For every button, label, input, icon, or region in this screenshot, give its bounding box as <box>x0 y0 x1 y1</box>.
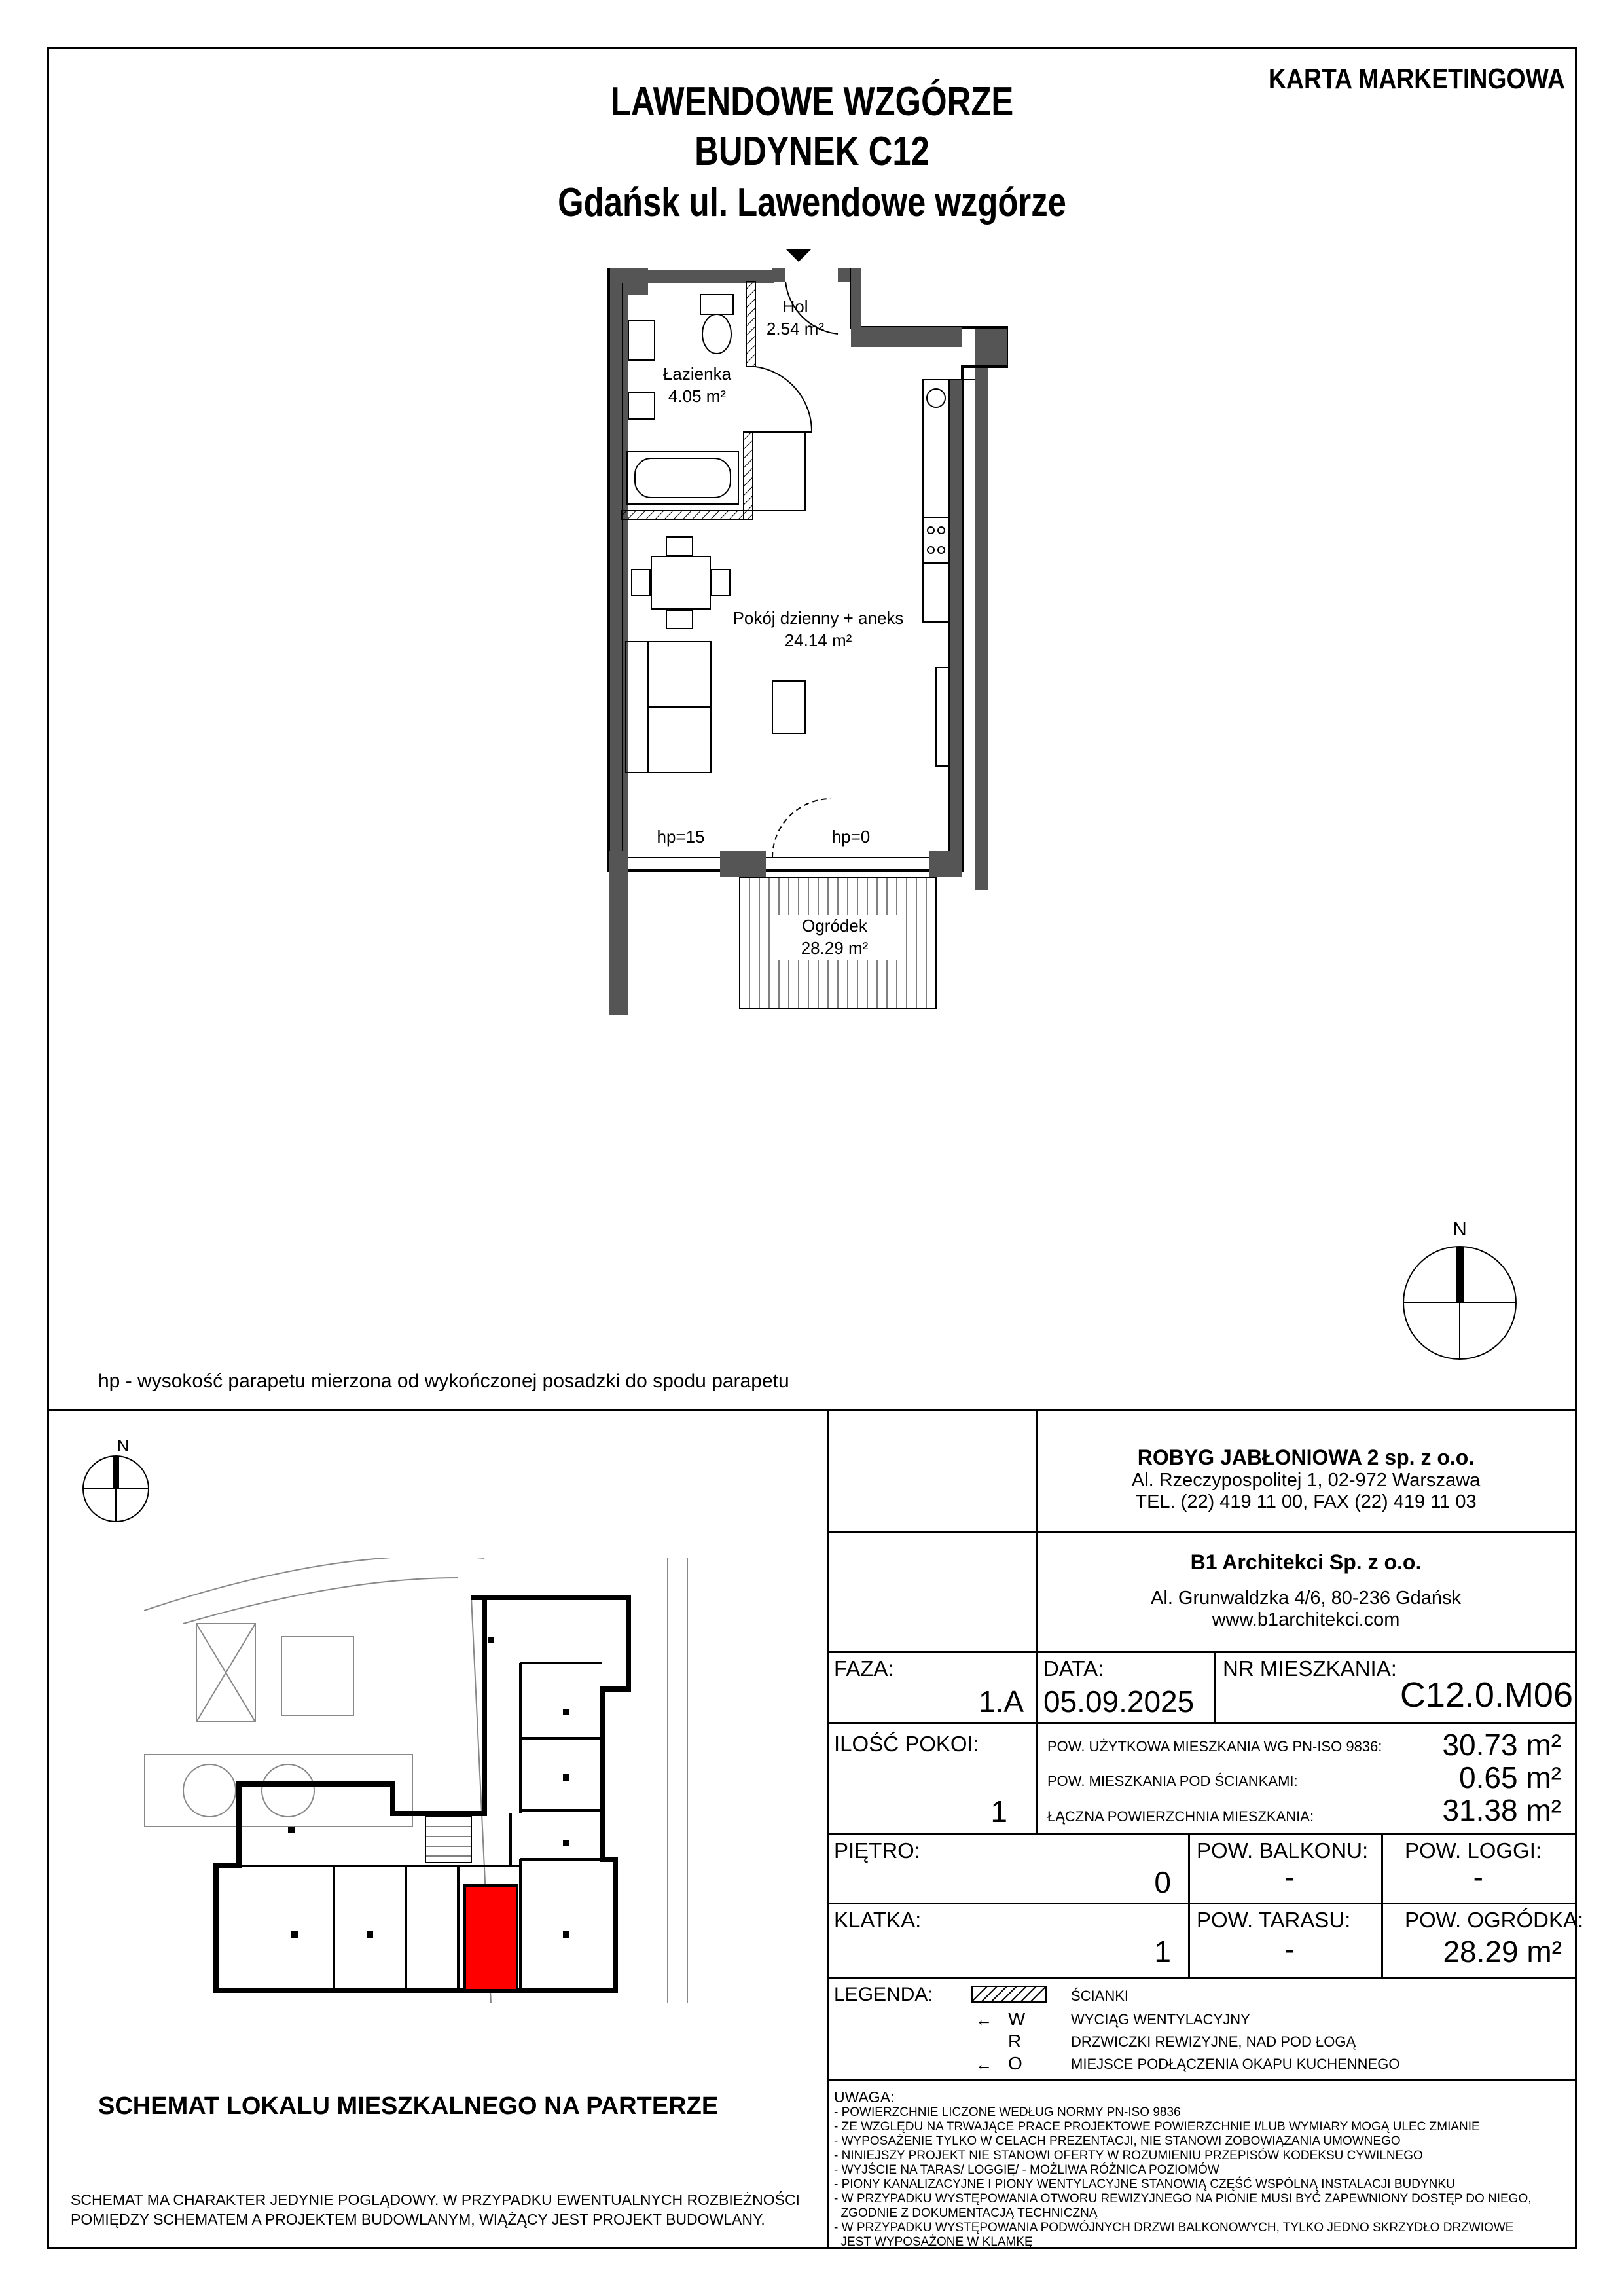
room-name: Łazienka <box>662 364 732 384</box>
uwagi-line: JEST WYPOSAŻONE W KLAMKĘ <box>834 2235 1033 2249</box>
data-value: 05.09.2025 <box>1043 1685 1195 1719</box>
uwagi-line: - ZE WZGLĘDU NA TRWAJĄCE PRACE PROJEKTOWE POWIERZCHNIE I/LUB WYMIARY MOGĄ ULEC ZMIANIE <box>834 2120 1480 2134</box>
schema-compass-icon <box>82 1455 151 1523</box>
legend-label: LEGENDA: <box>834 1984 933 2005</box>
schema-note-1: SCHEMAT MA CHARAKTER JEDYNIE POGLĄDOWY. W PRZYPADKU EWENTUALNYCH ROZBIEŻNOŚCI <box>71 2191 800 2208</box>
pietro-value: 0 <box>1154 1865 1171 1899</box>
divider <box>1036 1651 1038 1722</box>
room-name: Hol <box>782 297 808 316</box>
pow-laczna-value: 31.38 m² <box>1442 1793 1561 1827</box>
investor-block <box>1041 1446 1571 1513</box>
klatka-label: KLATKA: <box>834 1908 922 1932</box>
legend-symbol-r: R <box>1008 2031 1022 2051</box>
building-schema <box>144 1558 713 2003</box>
pokoi-value: 1 <box>990 1795 1007 1829</box>
uwagi-list <box>834 2105 1532 2250</box>
uwagi-line: - WYJŚCIE NA TARAS/ LOGGIĘ/ - MOŻLIWA RÓŻNICA POZIOMÓW <box>834 2163 1219 2177</box>
room-area: 2.54 m² <box>766 318 825 338</box>
parapet-height-left: hp=15 <box>657 827 705 847</box>
balkon-value: - <box>1284 1860 1295 1894</box>
building-title: BUDYNEK C12 <box>695 129 929 174</box>
schema-note-2: POMIĘDZY SCHEMATEM A PROJEKTEM BUDOWLANYM, WIĄŻĄCY JEST PROJEKT BUDOWLANY. <box>71 2211 765 2228</box>
loggia-value: - <box>1473 1860 1483 1894</box>
taras-label: POW. TARASU: <box>1197 1908 1351 1932</box>
uwagi-line: ZGODNIE Z DOKUMENTACJĄ TECHNICZNĄ <box>834 2206 1098 2220</box>
room-area: 4.05 m² <box>668 386 727 406</box>
faza-value: 1.A <box>978 1685 1024 1719</box>
arrow-left-icon: ← <box>975 2010 992 2030</box>
legend-symbol-o: O <box>1008 2053 1022 2073</box>
entrance-arrow-icon <box>785 249 812 262</box>
schema-north-label: N <box>117 1436 130 1455</box>
architect-name: B1 Architekci Sp. z o.o. <box>1190 1550 1422 1574</box>
balkon-label: POW. BALKONU: <box>1197 1838 1369 1863</box>
nr-label: NR MIESZKANIA: <box>1223 1656 1397 1681</box>
schema-title: SCHEMAT LOKALU MIESZKALNEGO NA PARTERZE <box>98 2092 719 2120</box>
investor-address: Al. Rzeczypospolitej 1, 02-972 Warszawa <box>1131 1470 1481 1491</box>
data-label: DATA: <box>1043 1656 1104 1681</box>
highlighted-apartment <box>465 1886 517 1990</box>
room-area: 24.14 m² <box>784 630 852 650</box>
hp-note: hp - wysokość parapetu mierzona od wykończonej posadzki do spodu parapetu <box>98 1370 789 1392</box>
uwagi-line: - W PRZYPADKU WYSTĘPOWANIA OTWORU REWIZYJNEGO NA PIONIE MUSI BYĆ ZAPEWNIONY DOSTĘP DO NIEGO, <box>834 2192 1532 2206</box>
faza-label: FAZA: <box>834 1656 894 1681</box>
room-area: 28.29 m² <box>801 938 869 958</box>
table-left-border <box>827 1409 829 2249</box>
loggia-label: POW. LOGGI: <box>1405 1838 1542 1863</box>
architect-address: Al. Grunwaldzka 4/6, 80-236 Gdańsk <box>1151 1588 1461 1609</box>
pietro-label: PIĘTRO: <box>834 1838 921 1863</box>
investor-phone: TEL. (22) 419 11 00, FAX (22) 419 11 03 <box>1135 1491 1477 1512</box>
uwagi-line: - NINIEJSZY PROJEKT NIE STANOWI OFERTY W ROZUMIENIU PRZEPISÓW KODEKSU CYWILNEGO <box>834 2149 1423 2162</box>
legend-item-3: MIEJSCE PODŁĄCZENIA OKAPU KUCHENNEGO <box>1071 2056 1400 2072</box>
arrow-left-icon: ← <box>975 2054 992 2074</box>
room-ogrodek <box>772 915 897 960</box>
divider <box>1188 1833 1190 1977</box>
pow-sciankami-value: 0.65 m² <box>1459 1760 1561 1795</box>
uwagi-line: - W PRZYPADKU WYSTĘPOWANIA PODWÓJNYCH DRZWI BALKONOWYCH, TYLKO JEDNO SKRZYDŁO DRZWIOWE <box>834 2221 1514 2234</box>
room-name: Pokój dzienny + aneks <box>732 608 904 628</box>
divider <box>827 1977 1577 1979</box>
divider <box>47 1409 1577 1411</box>
room-pokoj <box>720 608 916 652</box>
north-compass-icon <box>1401 1244 1519 1362</box>
divider <box>827 1833 1577 1835</box>
wall-hatch-icon <box>971 1986 1047 2003</box>
ogrodek-label: POW. OGRÓDKA: <box>1405 1908 1584 1932</box>
divider <box>827 2079 1577 2081</box>
north-label: N <box>1453 1218 1467 1240</box>
pow-uzytkowa-value: 30.73 m² <box>1442 1728 1561 1762</box>
divider <box>1214 1651 1216 1722</box>
room-lazienka <box>655 363 740 408</box>
uwagi-line: - PIONY KANALIZACYJNE I PIONY WENTYLACYJNE STANOWIĄ CZĘŚĆ WSPÓLNĄ INSTALACJI BUDYNKU <box>834 2178 1455 2191</box>
pow-sciankami-label: POW. MIESZKANIA POD ŚCIANKAMI: <box>1047 1773 1298 1789</box>
project-title: LAWENDOWE WZGÓRZE <box>610 79 1014 124</box>
logo-column-border <box>1036 1409 1038 1651</box>
legend-item-1: WYCIĄG WENTYLACYJNY <box>1071 2011 1250 2028</box>
room-name: Ogródek <box>802 916 867 936</box>
divider <box>1036 1722 1038 1833</box>
pokoi-label: ILOŚĆ POKOI: <box>834 1732 979 1756</box>
location-title: Gdańsk ul. Lawendowe wzgórze <box>558 180 1066 225</box>
divider <box>827 1903 1577 1904</box>
divider <box>827 1531 1577 1533</box>
uwagi-label: UWAGA: <box>834 2088 895 2105</box>
legend-item-2: DRZWICZKI REWIZYJNE, NAD POD ŁOGĄ <box>1071 2033 1356 2050</box>
legend-item-0: ŚCIANKI <box>1071 1988 1129 2004</box>
parapet-height-right: hp=0 <box>831 827 871 847</box>
divider <box>827 1651 1577 1653</box>
divider <box>1381 1833 1383 1977</box>
divider <box>827 1722 1577 1724</box>
klatka-value: 1 <box>1154 1935 1171 1969</box>
uwagi-line: - POWIERZCHNIE LICZONE WEDŁUG NORMY PN-ISO 9836 <box>834 2105 1181 2119</box>
ogrodek-value: 28.29 m² <box>1443 1935 1562 1969</box>
taras-value: - <box>1284 1932 1295 1966</box>
pow-laczna-label: ŁĄCZNA POWIERZCHNIA MIESZKANIA: <box>1047 1808 1314 1825</box>
architect-block <box>1041 1550 1571 1631</box>
architect-web: www.b1architekci.com <box>1212 1609 1400 1630</box>
nr-value: C12.0.M06 <box>1399 1675 1573 1715</box>
document-type-label: KARTA MARKETINGOWA <box>1269 63 1565 95</box>
investor-name: ROBYG JABŁONIOWA 2 sp. z o.o. <box>1137 1446 1475 1469</box>
uwagi-line: - WYPOSAŻENIE TYLKO W CELACH PREZENTACJI, NIE STANOWI ZOBOWIĄZANIA UMOWNEGO <box>834 2134 1401 2148</box>
pow-uzytkowa-label: POW. UŻYTKOWA MIESZKANIA WG PN-ISO 9836: <box>1047 1738 1382 1755</box>
room-hol <box>759 296 831 340</box>
legend-symbol-w: W <box>1008 2009 1026 2029</box>
